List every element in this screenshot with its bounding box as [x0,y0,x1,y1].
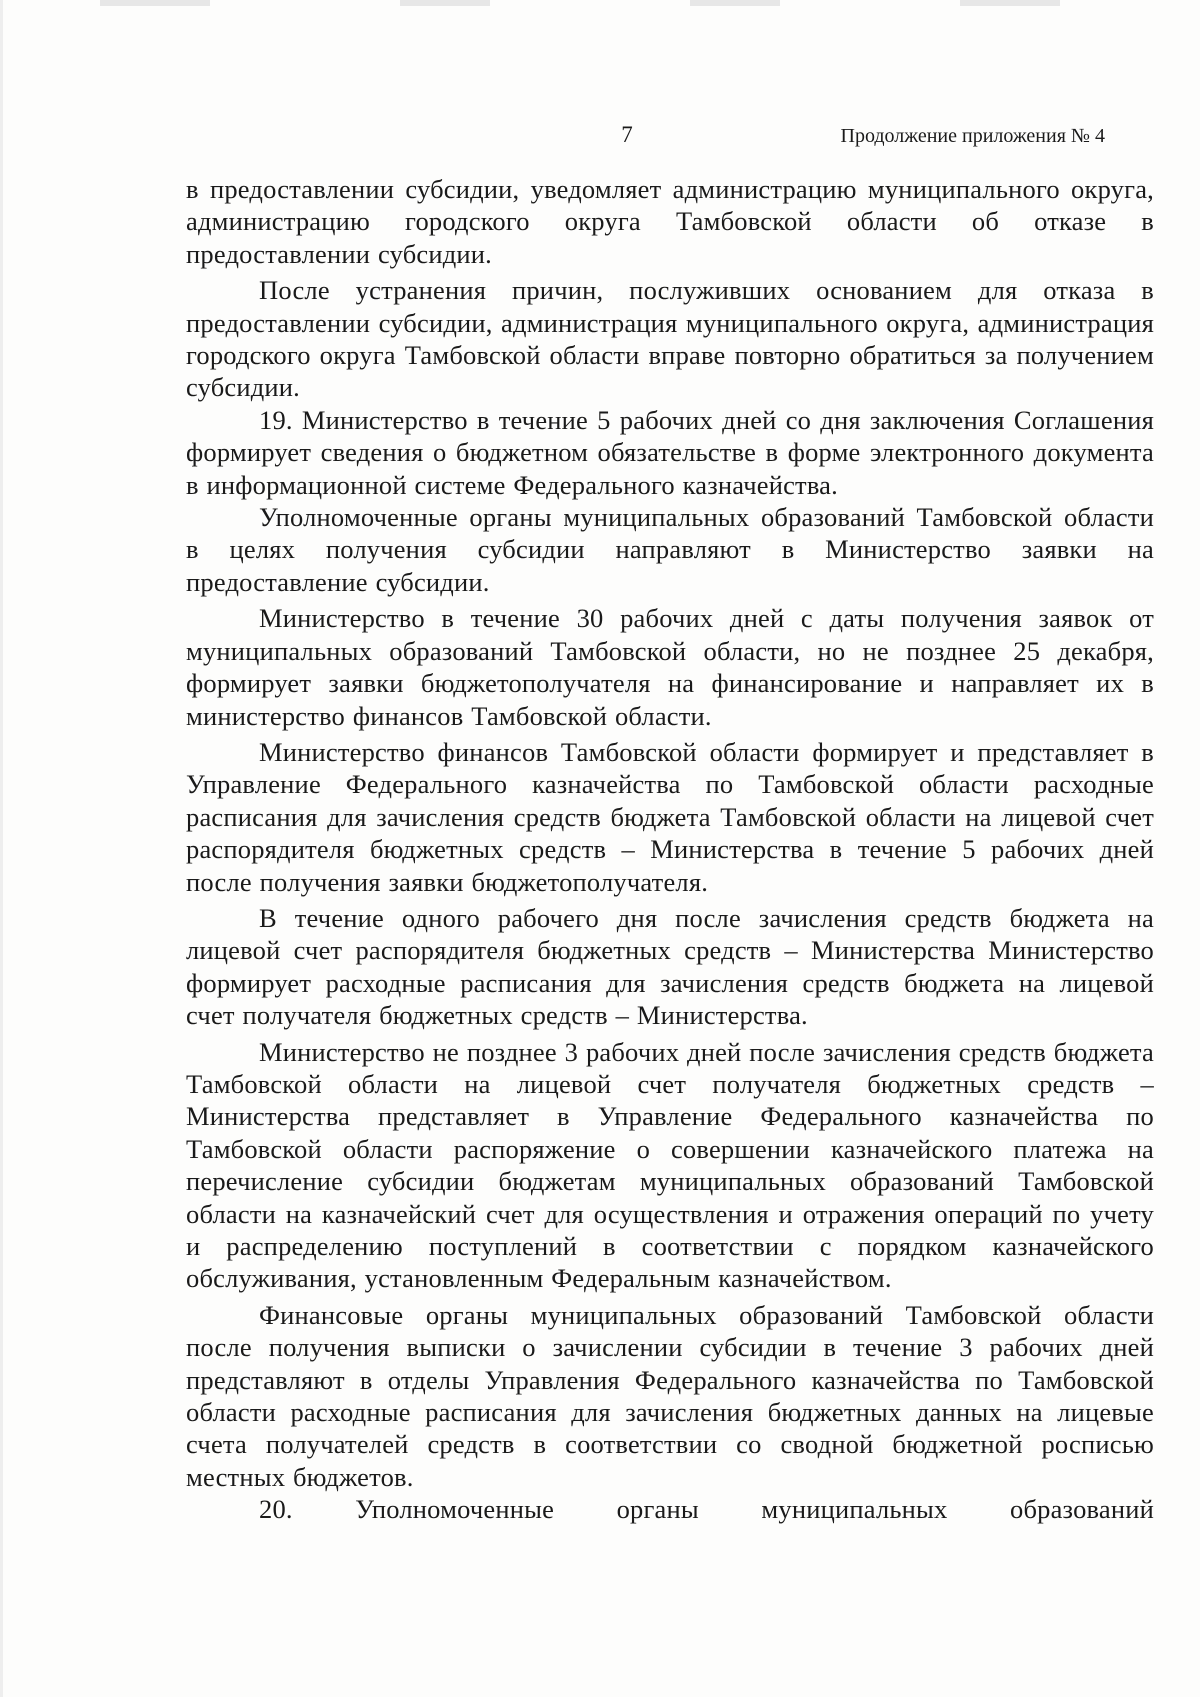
paragraph: В течение одного рабочего дня после зачисления средств бюджета на лицевой счет распорядителя бюджетных средств – Министерства Министерство формирует расходные расписания для зачисления средств бюджета на лицевой счет получателя бюджетных средств – Министерства. [186,902,1154,1031]
paragraph: Министерство в течение 30 рабочих дней с даты получения заявок от муниципальных образований Тамбовской области, но не позднее 25 декабря, формирует заявки бюджетополучателя на финансирование и направляет их в министерство финансов Тамбовской области. [186,603,1154,731]
paragraph: Уполномоченные органы муниципальных образований Тамбовской области в целях получения субсидии направляют в Министерство заявки на предоставление субсидии. [186,502,1154,597]
scan-binding-edge [0,0,3,1697]
scan-artifact [960,0,1060,6]
paragraph: Министерство не позднее 3 рабочих дней после зачисления средств бюджета Тамбовской области на лицевой счет получателя бюджетных средств – Министерства представляет в Управление Федерального казначейства по Тамбовской области распоряжение о совершении казначейского платежа на перечисление субсидии бюджетам муниципальных образований Тамбовской области на казначейский счет для осуществления и отражения операций по учету и распределению поступлений в соответствии с порядком казначейского обслуживания, установленным Федеральным казначейством. [186,1036,1154,1294]
appendix-continuation-note: Продолжение приложения № 4 [840,125,1105,147]
scan-artifact [690,0,780,6]
paragraph: 19. Министерство в течение 5 рабочих дней со дня заключения Соглашения формирует сведения о бюджетном обязательстве в форме электронного документа в информационной системе Федерального казначейства. [186,404,1154,500]
scan-artifact [400,0,490,6]
paragraph: После устранения причин, послуживших основанием для отказа в предоставлении субсидии, администрация муниципального округа, администрация городского округа Тамбовской области вправе повторно обратиться за получением субсидии. [186,275,1154,403]
document-body [186,173,1154,1526]
scan-artifact [100,0,210,6]
page-number: 7 [621,122,633,147]
paragraph: Финансовые органы муниципальных образований Тамбовской области после получения выписки о зачислении субсидии в течение 3 рабочих дней представляют в отделы Управления Федерального казначейства по Тамбовской области расходные расписания для зачисления бюджетных данных на лицевые счета получателей средств в соответствии со сводной бюджетной росписью местных бюджетов. [186,1299,1154,1492]
paragraph: 20. Уполномоченные органы муниципальных образований [259,1494,1154,1525]
paragraph: Министерство финансов Тамбовской области формирует и представляет в Управление Федерального казначейства по Тамбовской области расходные расписания для зачисления средств бюджета Тамбовской области на лицевой счет распорядителя бюджетных средств – Министерства в течение 5 рабочих дней после получения заявки бюджетополучателя. [186,736,1154,897]
paragraph: в предоставлении субсидии, уведомляет администрацию муниципального округа, администрацию городского округа Тамбовской области об отказе в предоставлении субсидии. [186,174,1154,269]
